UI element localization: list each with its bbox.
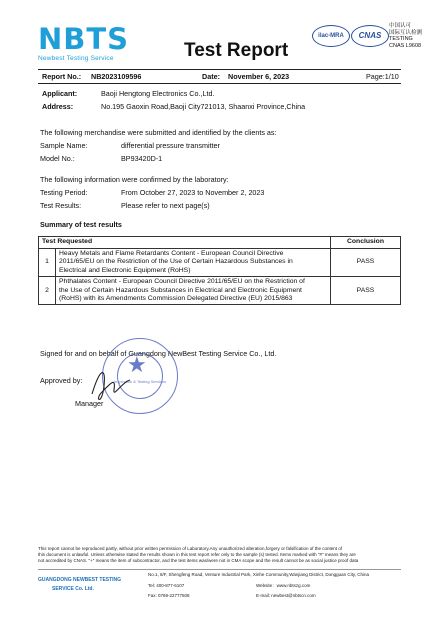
row-conclusion: PASS [331,277,401,305]
model-value: BP93420D-1 [121,154,163,163]
test-results-value: Please refer to next page(s) [121,201,210,210]
manager-title: Manager [75,399,104,408]
footer-fax: Fax: 0769-22777508 [148,593,190,598]
lab-intro: The following information were confirmed by the laboratory: [40,175,229,184]
applicant-value: Baoji Hengtong Electronics Co.,Ltd. [101,89,215,98]
seal-text: Inspection & Testing Services [113,379,167,384]
header-rule-top [38,69,401,70]
testing-period-label: Testing Period: [40,188,88,197]
header-rule-bottom [38,83,401,84]
sample-name-value: differential pressure transmitter [121,141,220,150]
row-number: 2 [39,277,56,305]
summary-title: Summary of test results [40,220,122,229]
sample-name-label: Sample Name: [40,141,88,150]
row-conclusion: PASS [331,249,401,277]
test-results-label: Test Results: [40,201,82,210]
cnas-accreditation-text: 中国认可 国际互认检测 TESTING CNAS L9608 [389,23,423,49]
report-no-label: Report No.: [42,72,82,81]
address-label: Address: [42,102,74,111]
row-test-description: Phthalates Content - European Council Directive 2011/65/EU on the Restriction of the Use of Certain Hazardous Substances in Electrical and Electronic Equipment (RoHS) with its Amendments Commission Delegated Directive (EU) 2015/863 [56,277,331,305]
col-test-requested: Test Requested [39,237,331,249]
footer-company-name: GUANGDONG NEWBEST TESTING SERVICE Co. Ltd. [38,577,122,592]
address-value: No.195 Gaoxin Road,Baoji City721013, Shaanxi Province,China [101,102,306,111]
cnas-badge: CNAS [351,25,389,47]
summary-table [38,236,401,305]
ilac-mra-badge: ilac-MRA [312,25,350,47]
signed-for-text: Signed for and on behalf of Guangdong NewBest Testing Service Co., Ltd. [40,349,277,358]
table-header-row [39,237,401,249]
page-title: Test Report [184,40,289,61]
table-row [39,277,401,305]
footer-rule [38,569,401,570]
sample-intro: The following merchandise were submitted and identified by the clients as: [40,128,277,137]
footer-website: Website：www.nbtszg.com [256,583,311,588]
table-row [39,249,401,277]
model-label: Model No.: [40,154,75,163]
date-label: Date: [202,72,220,81]
logo-subtitle: Newbest Testing Service [38,55,114,62]
footer-tel: Tel: 400-877-6107 [148,583,185,588]
col-conclusion: Conclusion [331,237,401,249]
testing-period-value: From October 27, 2023 to November 2, 2023 [121,188,265,197]
report-no-value: NB2023109596 [91,72,142,81]
date-value: November 6, 2023 [228,72,290,81]
footer-email: E-mail: newbest@nbtscn.com [256,593,316,598]
company-logo [38,24,148,62]
approved-by-label: Approved by: [40,376,83,385]
row-number: 1 [39,249,56,277]
footer-disclaimer: This report cannot be reproduced partly, without prior written permission of Laboratory.Any unauthorized alteration,forgery or falsification of the content of this document is unlawful. Unless otherwise stated the results shown in this test report refer only to the sample (s) tested. Items marked with "#" means they are not accredited by CNAS. "+" means the item of subcontractor, and the test items was/were not in CMA scope and the result cannot be as social justice proof data [38,546,359,563]
footer-address: No.1, 8/F, Shengfeng Road, Venture Industrial Park, Xinhe Community,Wanjiang District, Dongguan City, China [148,572,370,577]
applicant-label: Applicant: [42,89,78,98]
logo-mark: NBTS [38,22,130,56]
signature-scribble [86,362,146,402]
page-number: Page:1/10 [366,72,399,81]
star-icon: ★ [127,352,147,377]
row-test-description: Heavy Metals and Flame Retardants Content - European Council Directive 2011/65/EU on the Restriction of the Use of Certain Hazardous Substances in Electrical and Electronic Equipment (RoHS) [56,249,331,277]
